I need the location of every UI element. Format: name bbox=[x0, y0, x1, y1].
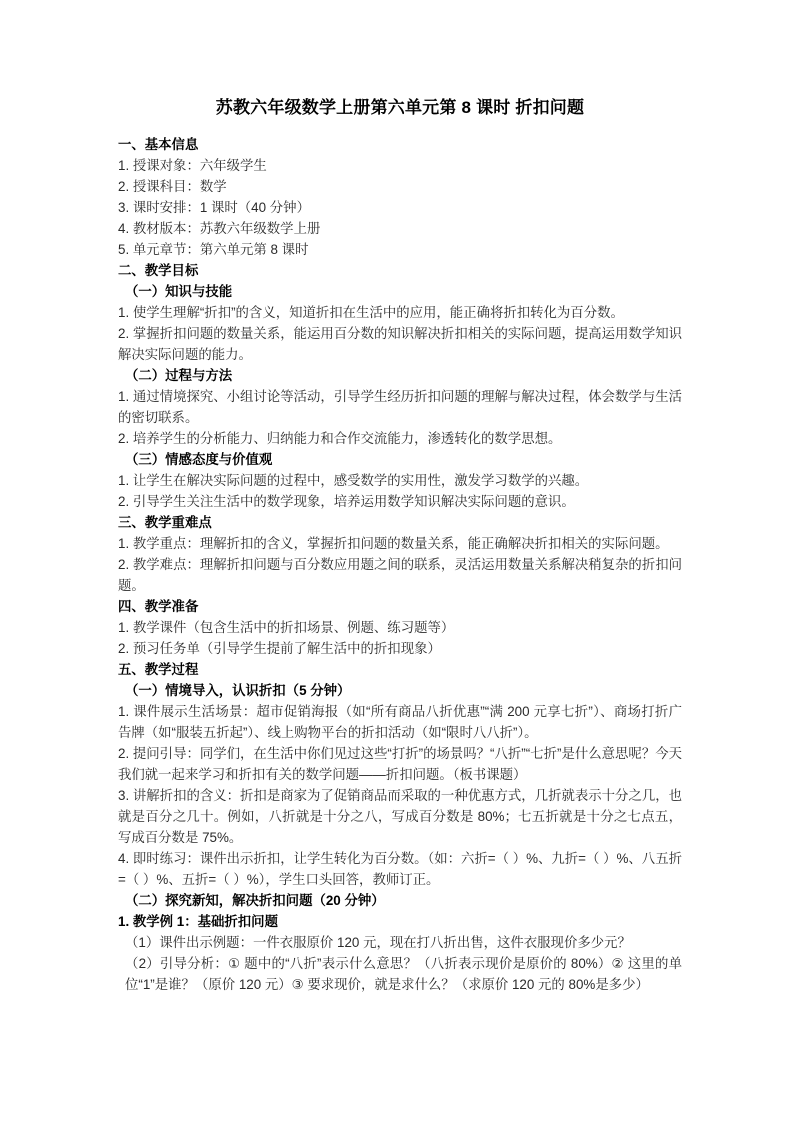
basic-info-line-1: 1. 授课对象：六年级学生 bbox=[118, 158, 267, 173]
section-heading-teaching-preparation: 四、教学准备 bbox=[118, 599, 199, 614]
example-1-line-2: （2）引导分析：① 题中的“八折”表示什么意思？（八折表示现价是原价的 80%）② 这里的单位“1”是谁？（原价 120 元）③ 要求现价，就是求什么？（求原价 120 元的 80%是多少） bbox=[125, 956, 682, 992]
basic-info-line-4: 4. 教材版本：苏教六年级数学上册 bbox=[118, 221, 321, 236]
subsection-heading-process-method: （二）过程与方法 bbox=[125, 368, 233, 383]
basic-info-line-5: 5. 单元章节：第六单元第 8 课时 bbox=[118, 242, 309, 257]
emotion-attitude-line-1: 1. 让学生在解决实际问题的过程中，感受数学的实用性，激发学习数学的兴趣。 bbox=[118, 473, 589, 488]
basic-info-line-2: 2. 授课科目：数学 bbox=[118, 179, 227, 194]
subsection-heading-emotion-attitude-values: （三）情感态度与价值观 bbox=[125, 452, 273, 467]
situation-introduction-line-4: 4. 即时练习：课件出示折扣，让学生转化为百分数。（如：六折=（ ）%、九折=（ ）%、八五折=（ ）%、五折=（ ）%），学生口头回答，教师订正。 bbox=[118, 851, 682, 887]
section-heading-teaching-objectives: 二、教学目标 bbox=[118, 263, 199, 278]
process-method-line-2: 2. 培养学生的分析能力、归纳能力和合作交流能力，渗透转化的数学思想。 bbox=[118, 431, 562, 446]
basic-info-line-3: 3. 课时安排：1 课时（40 分钟） bbox=[118, 200, 310, 215]
subsection-heading-explore-new-knowledge: （二）探究新知，解决折扣问题（20 分钟） bbox=[125, 893, 385, 908]
teaching-preparation-line-2: 2. 预习任务单（引导学生提前了解生活中的折扣现象） bbox=[118, 641, 441, 656]
situation-introduction-line-2: 2. 提问引导：同学们，在生活中你们见过这些“打折”的场景吗？“八折”“七折”是什么意思呢？今天我们就一起来学习和折扣有关的数学问题——折扣问题。（板书课题） bbox=[118, 746, 682, 782]
emotion-attitude-line-2: 2. 引导学生关注生活中的数学现象，培养运用数学知识解决实际问题的意识。 bbox=[118, 494, 575, 509]
section-heading-teaching-process: 五、教学过程 bbox=[118, 662, 199, 677]
key-difficult-points-line-1: 1. 教学重点：理解折扣的含义，掌握折扣问题的数量关系，能正确解决折扣相关的实际问题。 bbox=[118, 536, 669, 551]
subsection-heading-knowledge-skills: （一）知识与技能 bbox=[125, 284, 233, 299]
knowledge-skills-line-2: 2. 掌握折扣问题的数量关系，能运用百分数的知识解决折扣相关的实际问题，提高运用数学知识解决实际问题的能力。 bbox=[118, 326, 682, 362]
situation-introduction-line-3: 3. 讲解折扣的含义：折扣是商家为了促销商品而采取的一种优惠方式，几折就表示十分之几，也就是百分之几十。例如，八折就是十分之八，写成百分数是 80%；七五折就是十分之七点五，写成百分数是 75%。 bbox=[118, 788, 682, 845]
subsection-heading-situation-introduction: （一）情境导入，认识折扣（5 分钟） bbox=[125, 683, 351, 698]
key-difficult-points-line-2: 2. 教学难点：理解折扣问题与百分数应用题之间的联系，灵活运用数量关系解决稍复杂的折扣问题。 bbox=[118, 557, 682, 593]
section-heading-key-difficult-points: 三、教学重难点 bbox=[118, 515, 212, 530]
knowledge-skills-line-1: 1. 使学生理解“折扣”的含义，知道折扣在生活中的应用，能正确将折扣转化为百分数。 bbox=[118, 305, 624, 320]
situation-introduction-line-1: 1. 课件展示生活场景：超市促销海报（如“所有商品八折优惠”“满 200 元享七折”）、商场打折广告牌（如“服装五折起”）、线上购物平台的折扣活动（如“限时八八折”）。 bbox=[118, 704, 682, 740]
example-1-line-1: （1）课件出示例题：一件衣服原价 120 元，现在打八折出售，这件衣服现价多少元？ bbox=[125, 935, 631, 950]
teaching-preparation-line-1: 1. 教学课件（包含生活中的折扣场景、例题、练习题等） bbox=[118, 620, 455, 635]
section-heading-basic-info: 一、基本信息 bbox=[118, 137, 199, 152]
document-body bbox=[118, 134, 682, 995]
process-method-line-1: 1. 通过情境探究、小组讨论等活动，引导学生经历折扣问题的理解与解决过程，体会数学与生活的密切联系。 bbox=[118, 389, 682, 425]
item-heading-example-1: 1. 教学例 1：基础折扣问题 bbox=[118, 914, 278, 929]
page-title: 苏教六年级数学上册第六单元第 8 课时 折扣问题 bbox=[215, 98, 585, 117]
